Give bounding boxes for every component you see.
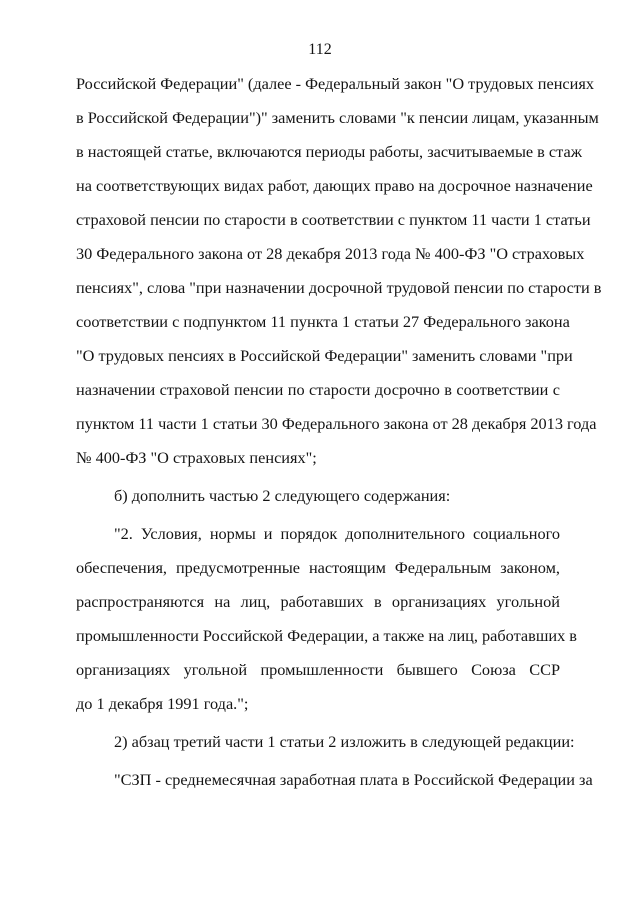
text-line: на соответствующих видах работ, дающих право на досрочное назначение [76,176,593,195]
text-line: в Российской Федерации")" заменить словами "к пенсии лицам, указанным [76,108,599,127]
text-line: пунктом 11 части 1 статьи 30 Федерального закона от 28 декабря 2013 года [76,414,597,433]
text-line: "О трудовых пенсиях в Российской Федерации" заменить словами "при [76,346,573,365]
text-line: 30 Федерального закона от 28 декабря 2013 года № 400-ФЗ "О страховых [76,244,585,263]
text-line: промышленности Российской Федерации, а также на лиц, работавших в [76,626,577,645]
text-line: распространяются на лиц, работавших в организациях угольной [76,592,560,611]
text-line: № 400-ФЗ "О страховых пенсиях"; [76,448,317,467]
text-line: 2) абзац третий части 1 статьи 2 изложить в следующей редакции: [114,732,575,751]
text-line: обеспечения, предусмотренные настоящим Федеральным законом, [76,558,560,577]
text-line: "СЗП - среднемесячная заработная плата в Российской Федерации за [114,770,593,789]
text-line: Российской Федерации" (далее - Федеральный закон "О трудовых пенсиях [76,74,594,93]
text-line: в настоящей статье, включаются периоды работы, засчитываемые в стаж [76,142,582,161]
page-number: 112 [308,41,332,58]
text-line: страховой пенсии по старости в соответствии с пунктом 11 части 1 статьи [76,210,591,229]
text-line: пенсиях", слова "при назначении досрочной трудовой пенсии по старости в [76,278,602,297]
text-line: б) дополнить частью 2 следующего содержания: [114,486,451,505]
text-line: назначении страховой пенсии по старости досрочно в соответствии с [76,380,560,399]
text-line: организациях угольной промышленности бывшего Союза ССР [76,660,560,679]
text-line: до 1 декабря 1991 года."; [76,694,249,713]
text-line: соответствии с подпунктом 11 пункта 1 статьи 27 Федерального закона [76,312,570,331]
text-line: "2. Условия, нормы и порядок дополнительного социального [114,524,560,543]
